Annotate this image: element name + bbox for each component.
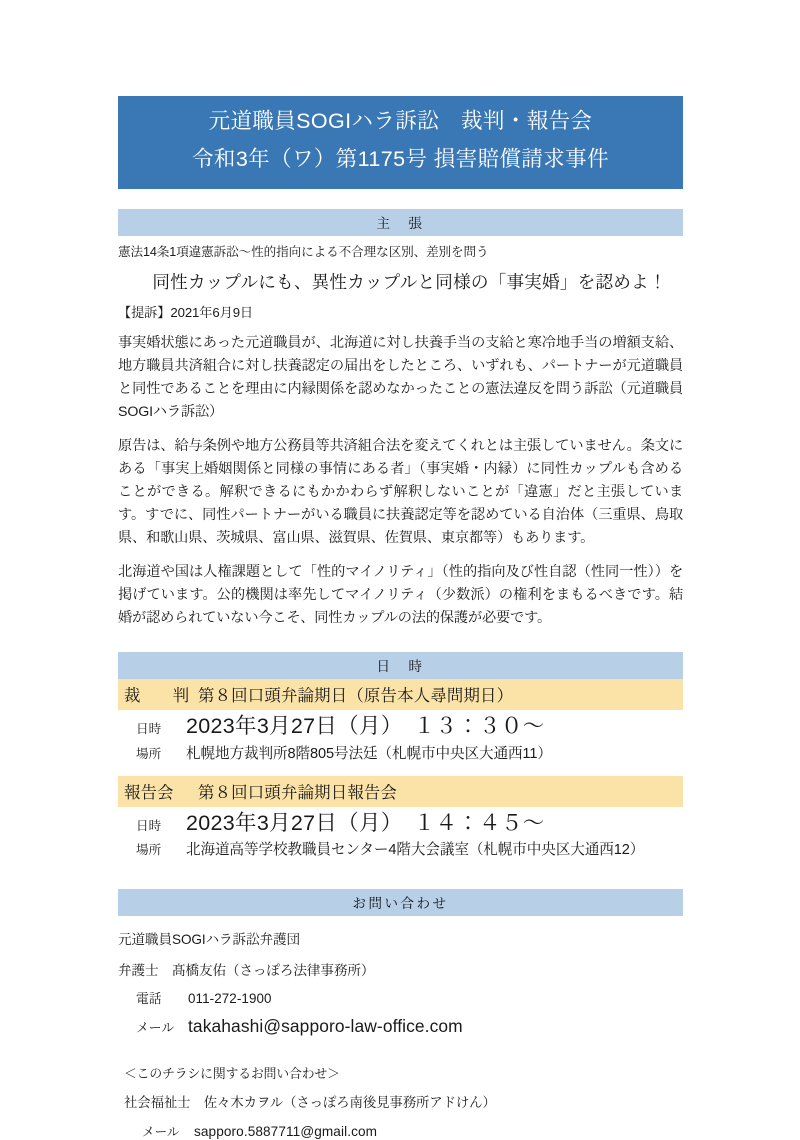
schedule-block-trial bbox=[118, 679, 683, 763]
schedule-where-row-briefing bbox=[118, 838, 683, 859]
flyer-contact-block bbox=[118, 1063, 683, 1140]
claim-paragraph-3: 北海道や国は人権課題として「性的マイノリティ」（性的指向及び性自認（性同一性））を掲げています。公的機関は率先してマイノリティ（少数派）の権利をまもるべきです。結婚が認められていない今こそ、同性カップルの法的保護が必要です。 bbox=[118, 563, 683, 626]
schedule-when-row-briefing bbox=[118, 811, 683, 836]
contact-mail-label: メール bbox=[136, 1020, 175, 1036]
schedule-when-row-trial bbox=[118, 714, 683, 739]
schedule-where-label-briefing: 場所 bbox=[136, 843, 162, 858]
flyer-contact-note: ＜このチラシに関するお問い合わせ＞ bbox=[124, 1066, 340, 1082]
schedule-when-value-briefing: 2023年3月27日（月） １４：４５～ bbox=[186, 810, 545, 835]
schedule-when-label-trial: 日時 bbox=[136, 721, 162, 736]
schedule-where-row-trial bbox=[118, 742, 683, 763]
title-banner bbox=[118, 96, 683, 189]
title-line-1: 元道職員SOGIハラ訴訟 裁判・報告会 bbox=[208, 109, 593, 133]
section-header-contact: お問い合わせ bbox=[118, 889, 683, 916]
flyer-contact-mail-value[interactable]: sapporo.5887711@gmail.com bbox=[194, 1124, 378, 1140]
schedule-title-trial: 第８回口頭弁論期日（原告本人尋問期日） bbox=[198, 686, 514, 705]
contact-mail-value[interactable]: takahashi@sapporo-law-office.com bbox=[188, 1016, 463, 1037]
claim-paragraph-1: 事実婚状態にあった元道職員が、北海道に対し扶養手当の支給と寒冷地手当の増額支給、地方職員共済組合に対し扶養認定の届出をしたところ、いずれも、パートナーが元道職員と同性であることを理由に内縁関係を認めなかったことの憲法違反を問う訴訟（元道職員SOGIハラ訴訟） bbox=[118, 334, 683, 420]
contact-phone-value[interactable]: 011-272-1900 bbox=[188, 991, 272, 1007]
section-header-claim: 主 張 bbox=[118, 209, 683, 236]
flyer-contact-mail-label: メール bbox=[142, 1125, 180, 1140]
flyer-content bbox=[118, 0, 683, 1140]
claim-slogan: 同性カップルにも、異性カップルと同様の「事実婚」を認めよ！ bbox=[152, 271, 667, 292]
schedule-where-label-trial: 場所 bbox=[136, 746, 162, 761]
schedule-when-value-trial: 2023年3月27日（月） １３：３０～ bbox=[186, 713, 545, 738]
contact-phone-label: 電話 bbox=[136, 991, 162, 1007]
schedule-kind-trial: 裁 判 bbox=[124, 686, 198, 705]
title-line-2: 令和3年（ワ）第1175号 損害賠償請求事件 bbox=[192, 146, 609, 171]
schedule-title-briefing: 第８回口頭弁論期日報告会 bbox=[198, 783, 398, 802]
section-header-datetime: 日 時 bbox=[118, 652, 683, 679]
schedule-block-briefing bbox=[118, 776, 683, 860]
contact-organization: 元道職員SOGIハラ訴訟弁護団 bbox=[118, 932, 301, 948]
schedule-heading-briefing bbox=[118, 776, 683, 807]
contact-mail-row bbox=[118, 1016, 683, 1037]
claim-paragraph-2: 原告は、給与条例や地方公務員等共済組合法を変えてくれとは主張していません。条文にある「事実上婚姻関係と同様の事情にある者」（事実婚・内縁）に同性カップルも含めることができる。解釈できるにもかかわらず解釈しないことが「違憲」だと主張しています。すでに、同性パートナーがいる職員に扶養認定等を認めている自治体（三重県、鳥取県、和歌山県、茨城県、富山県、滋賀県、佐賀県、東京都等）もあります。 bbox=[118, 437, 683, 546]
flyer-contact-person: 社会福祉士 佐々木カヲル（さっぽろ南後見事務所アドけん） bbox=[124, 1095, 496, 1111]
schedule-where-value-trial: 札幌地方裁判所8階805号法廷（札幌市中央区大通西11） bbox=[186, 745, 552, 762]
claim-filing-date: 【提訴】2021年6月9日 bbox=[118, 304, 254, 320]
schedule-when-label-briefing: 日時 bbox=[136, 818, 162, 833]
schedule-where-value-briefing: 北海道高等学校教職員センター4階大会議室（札幌市中央区大通西12） bbox=[186, 842, 645, 859]
contact-phone-row bbox=[118, 988, 683, 1007]
schedule-heading-trial bbox=[118, 679, 683, 710]
claim-subtitle: 憲法14条1項違憲訴訟～性的指向による不合理な区別、差別を問う bbox=[118, 244, 489, 259]
contact-lawyer: 弁護士 髙橋友佑（さっぽろ法律事務所） bbox=[118, 963, 375, 979]
schedule-kind-briefing: 報告会 bbox=[124, 783, 174, 802]
